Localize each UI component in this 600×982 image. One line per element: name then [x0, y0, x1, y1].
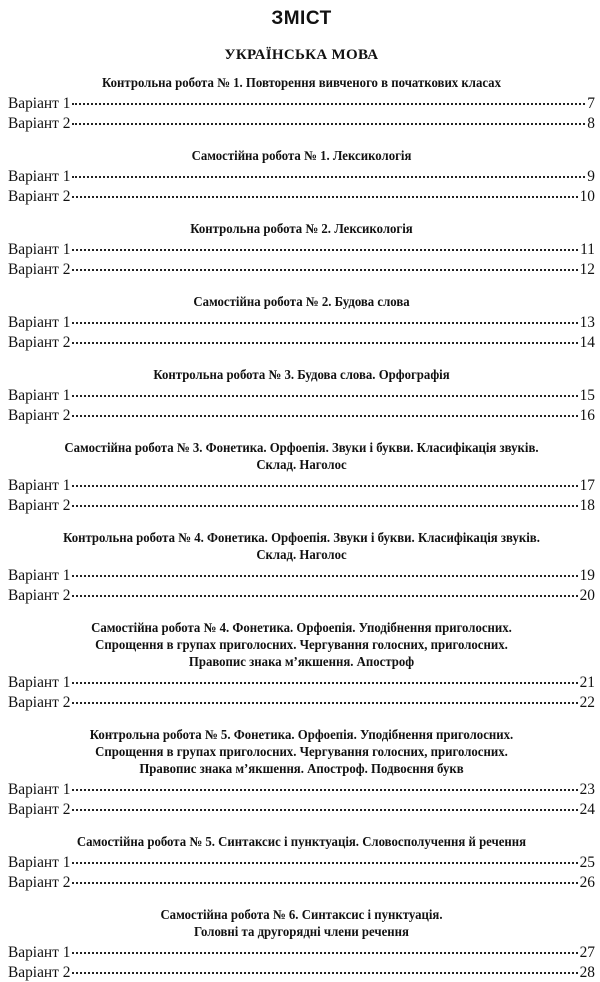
section-heading — [17, 529, 586, 563]
entry-page-number: 10 — [580, 187, 595, 207]
toc-entry[interactable] — [8, 386, 595, 406]
entry-page-number: 18 — [580, 496, 595, 516]
dot-leader — [72, 881, 577, 884]
dot-leader — [72, 102, 585, 105]
section-heading — [17, 366, 586, 383]
toc-entry[interactable] — [8, 800, 595, 820]
entry-page-number: 28 — [580, 963, 595, 982]
dot-leader — [72, 414, 577, 417]
toc-entry[interactable] — [8, 187, 595, 207]
section-heading-line: Спрощення в групах приголосних. Чергування голосних, приголосних. — [17, 743, 586, 760]
entry-label: Варіант 1 — [8, 566, 70, 586]
entry-label: Варіант 1 — [8, 167, 70, 187]
toc-section — [8, 906, 595, 982]
toc-entry[interactable] — [8, 94, 595, 114]
toc-entry[interactable] — [8, 673, 595, 693]
toc-section — [8, 619, 595, 726]
section-spacer — [8, 515, 595, 529]
toc-entry[interactable] — [8, 566, 595, 586]
section-heading — [17, 74, 586, 91]
toc-entry[interactable] — [8, 313, 595, 333]
section-heading — [17, 619, 586, 670]
page-title: ЗМІСТ — [8, 8, 595, 30]
toc-entry[interactable] — [8, 333, 595, 353]
entry-label: Варіант 2 — [8, 496, 70, 516]
section-heading-line: Правопис знака м’якшення. Апостроф — [17, 653, 586, 670]
entry-page-number: 23 — [580, 780, 595, 800]
section-heading — [17, 833, 586, 850]
section-heading-line: Самостійна робота № 3. Фонетика. Орфоепія. Звуки і букви. Класифікація звуків. — [17, 439, 586, 456]
section-spacer — [8, 352, 595, 366]
section-heading-line: Самостійна робота № 5. Синтаксис і пунктуація. Словосполучення й речення — [17, 833, 586, 850]
toc-section — [8, 293, 595, 366]
section-heading — [17, 439, 586, 473]
dot-leader — [72, 195, 577, 198]
entry-page-number: 17 — [580, 476, 595, 496]
section-heading-line: Контрольна робота № 5. Фонетика. Орфоепія. Уподібнення приголосних. — [17, 726, 586, 743]
toc-entry[interactable] — [8, 114, 595, 134]
section-heading-line: Контрольна робота № 4. Фонетика. Орфоепія. Звуки і букви. Класифікація звуків. — [17, 529, 586, 546]
section-spacer — [8, 712, 595, 726]
entry-page-number: 14 — [580, 333, 595, 353]
toc-entry[interactable] — [8, 406, 595, 426]
toc-entry[interactable] — [8, 476, 595, 496]
section-heading-line: Самостійна робота № 4. Фонетика. Орфоепія. Уподібнення приголосних. — [17, 619, 586, 636]
entry-page-number: 9 — [587, 167, 595, 187]
toc-section — [8, 366, 595, 439]
entry-label: Варіант 1 — [8, 943, 70, 963]
entry-page-number: 22 — [580, 693, 595, 713]
entry-page-number: 20 — [580, 586, 595, 606]
section-spacer — [8, 425, 595, 439]
toc-entry[interactable] — [8, 240, 595, 260]
section-spacer — [8, 605, 595, 619]
toc-entry[interactable] — [8, 943, 595, 963]
section-spacer — [8, 133, 595, 147]
section-spacer — [8, 206, 595, 220]
entry-page-number: 24 — [580, 800, 595, 820]
toc-entry[interactable] — [8, 780, 595, 800]
entry-label: Варіант 1 — [8, 476, 70, 496]
entry-page-number: 15 — [580, 386, 595, 406]
entry-label: Варіант 2 — [8, 963, 70, 982]
dot-leader — [72, 594, 577, 597]
entry-label: Варіант 2 — [8, 586, 70, 606]
section-heading — [17, 906, 586, 940]
toc-section — [8, 147, 595, 220]
entry-label: Варіант 2 — [8, 800, 70, 820]
entry-page-number: 16 — [580, 406, 595, 426]
dot-leader — [72, 175, 585, 178]
dot-leader — [72, 681, 577, 684]
section-heading — [17, 147, 586, 164]
section-heading-line: Контрольна робота № 1. Повторення вивченого в початкових класах — [17, 74, 586, 91]
entry-label: Варіант 1 — [8, 240, 70, 260]
section-heading-line: Спрощення в групах приголосних. Чергування голосних, приголосних. — [17, 636, 586, 653]
entry-page-number: 19 — [580, 566, 595, 586]
toc-entry[interactable] — [8, 693, 595, 713]
entry-label: Варіант 1 — [8, 673, 70, 693]
section-heading-line: Контрольна робота № 3. Будова слова. Орфографія — [17, 366, 586, 383]
dot-leader — [72, 321, 577, 324]
entry-page-number: 27 — [580, 943, 595, 963]
entry-page-number: 26 — [580, 873, 595, 893]
dot-leader — [72, 394, 577, 397]
entry-label: Варіант 2 — [8, 406, 70, 426]
entry-label: Варіант 2 — [8, 333, 70, 353]
entry-label: Варіант 2 — [8, 187, 70, 207]
section-heading-line: Самостійна робота № 2. Будова слова — [17, 293, 586, 310]
dot-leader — [72, 808, 577, 811]
section-heading-line: Правопис знака м’якшення. Апостроф. Подвоєння букв — [17, 760, 586, 777]
entry-page-number: 8 — [587, 114, 595, 134]
dot-leader — [72, 951, 577, 954]
dot-leader — [72, 341, 577, 344]
entry-label: Варіант 1 — [8, 313, 70, 333]
dot-leader — [72, 484, 577, 487]
toc-section — [8, 726, 595, 833]
section-spacer — [8, 279, 595, 293]
section-heading-line: Склад. Наголос — [17, 546, 586, 563]
toc-entry[interactable] — [8, 167, 595, 187]
entry-page-number: 12 — [580, 260, 595, 280]
toc-entry[interactable] — [8, 853, 595, 873]
section-heading — [17, 293, 586, 310]
section-heading-line: Головні та другорядні члени речення — [17, 923, 586, 940]
section-heading-line: Контрольна робота № 2. Лексикологія — [17, 220, 586, 237]
dot-leader — [72, 701, 577, 704]
entry-page-number: 21 — [580, 673, 595, 693]
entry-label: Варіант 1 — [8, 94, 70, 114]
entry-page-number: 11 — [580, 240, 595, 260]
section-heading-line: Склад. Наголос — [17, 456, 586, 473]
entry-page-number: 7 — [587, 94, 595, 114]
entry-label: Варіант 2 — [8, 873, 70, 893]
entry-label: Варіант 1 — [8, 853, 70, 873]
toc-section — [8, 833, 595, 906]
toc-section — [8, 74, 595, 147]
dot-leader — [72, 504, 577, 507]
toc-entry[interactable] — [8, 963, 595, 982]
dot-leader — [72, 861, 577, 864]
toc-entry[interactable] — [8, 586, 595, 606]
entry-label: Варіант 2 — [8, 114, 70, 134]
toc-section — [8, 220, 595, 293]
dot-leader — [72, 574, 577, 577]
entry-page-number: 25 — [580, 853, 595, 873]
toc-section — [8, 529, 595, 619]
entry-label: Варіант 1 — [8, 780, 70, 800]
entry-page-number: 13 — [580, 313, 595, 333]
entry-label: Варіант 1 — [8, 386, 70, 406]
toc-entry[interactable] — [8, 496, 595, 516]
dot-leader — [72, 248, 578, 251]
subject-heading: УКРАЇНСЬКА МОВА — [8, 46, 595, 64]
section-spacer — [8, 892, 595, 906]
dot-leader — [72, 971, 577, 974]
toc-entry[interactable] — [8, 260, 595, 280]
toc-section — [8, 439, 595, 529]
toc-entry[interactable] — [8, 873, 595, 893]
entry-label: Варіант 2 — [8, 693, 70, 713]
dot-leader — [72, 122, 585, 125]
section-spacer — [8, 819, 595, 833]
section-heading — [17, 220, 586, 237]
toc-list — [8, 74, 595, 982]
dot-leader — [72, 788, 577, 791]
section-heading-line: Самостійна робота № 1. Лексикологія — [17, 147, 586, 164]
dot-leader — [72, 268, 577, 271]
section-heading-line: Самостійна робота № 6. Синтаксис і пунктуація. — [17, 906, 586, 923]
section-heading — [17, 726, 586, 777]
entry-label: Варіант 2 — [8, 260, 70, 280]
